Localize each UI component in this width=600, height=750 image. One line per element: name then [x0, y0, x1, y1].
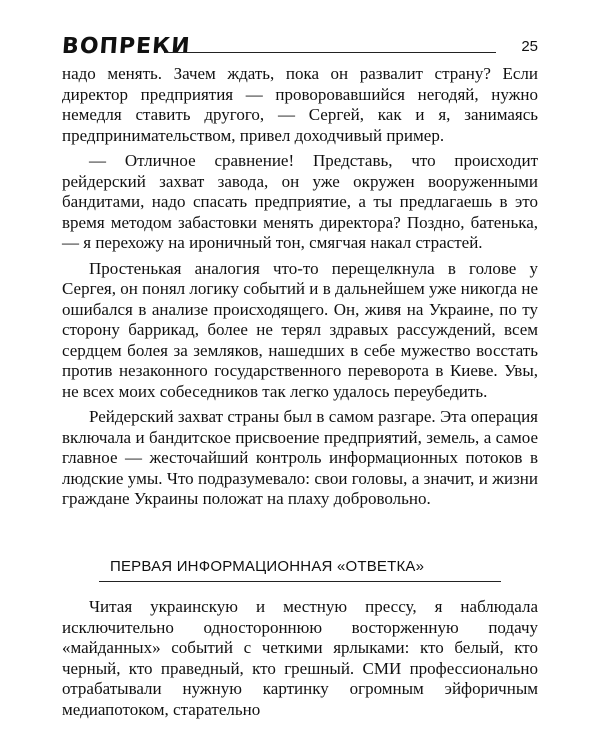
section-body-text — [62, 597, 538, 720]
section-heading-rule — [99, 581, 501, 582]
running-header-title: ВОПРЕКИ — [61, 34, 192, 59]
body-text — [62, 64, 538, 510]
paragraph: надо менять. Зачем ждать, пока он развалит страну? Если директор предприятия — проворовавшийся негодяй, нужно немедля ставить другого, — Сергей, как и я, занимаясь предпринимательством, привел доходчивый пример. — [62, 64, 538, 145]
paragraph: — Отличное сравнение! Представь, что происходит рейдерский захват завода, он уже окружен вооруженными бандитами, надо спасать предприятие, а ты предлагаешь в это время методом забастовки менять директора? Поздно, батенька, — я перехожу на ироничный тон, смягчая накал страстей. — [62, 151, 538, 252]
paragraph: Читая украинскую и местную прессу, я наблюдала исключительно одностороннюю восторженную подачу «майданных» событий с четкими ярлыками: кто белый, кто черный, кто праведный, кто грешный. СМИ профессионально отрабатывали нужную картинку огромным эйфоричным медиапотоком, старательно — [62, 597, 538, 719]
running-header — [62, 24, 538, 64]
page-number: 25 — [521, 38, 538, 55]
paragraph: Рейдерский захват страны был в самом разгаре. Эта операция включала и бандитское присвоение предприятий, земель, а самое главное — жесточайший контроль информационных потоков в людские умы. Что подразумевало: свои головы, а значит, и жизни граждане Украины положат на плаху добровольно. — [62, 407, 538, 508]
section-heading: ПЕРВАЯ ИНФОРМАЦИОННАЯ «ОТВЕТКА» — [110, 558, 425, 575]
paragraph: Простенькая аналогия что-то перещелкнула в голове у Сергея, он понял логику событий и в дальнейшем уже никогда не ошибался в анализе происходящего. Он, живя на Украине, по ту сторону баррикад, более не терял здравых рассуждений, всем сердцем болея за земляков, нашедших в себе мужество восстать против незаконного государственного переворота в Киеве. Увы, не всех моих собеседников так легко удалось переубедить. — [62, 258, 538, 401]
header-rule — [164, 52, 496, 53]
